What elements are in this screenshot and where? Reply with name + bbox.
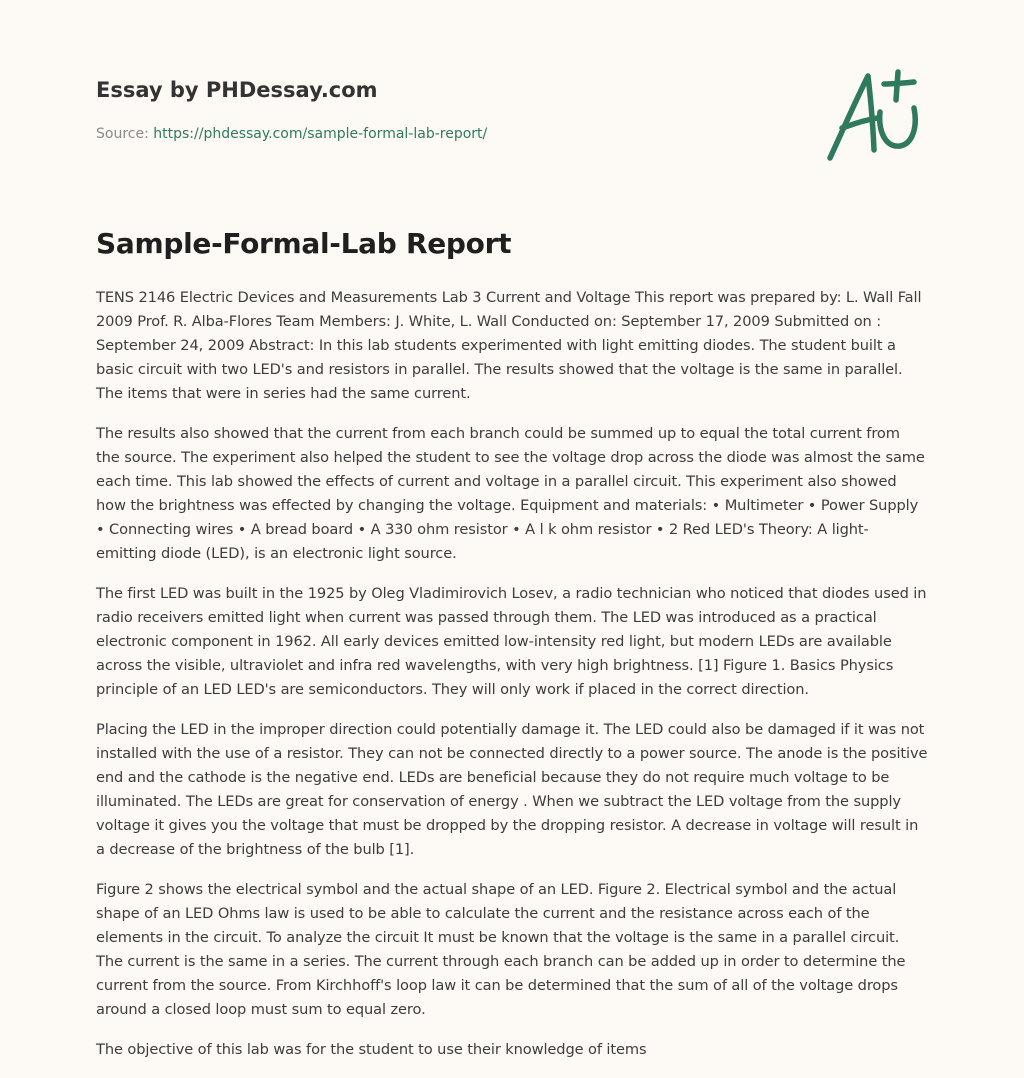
article-title: Sample-Formal-Lab Report xyxy=(96,227,512,260)
site-brand: Essay by PHDessay.com xyxy=(96,78,378,102)
paragraph: Figure 2 shows the electrical symbol and the actual shape of an LED. Figure 2. Electrical symbol and the actual shape of an LED Ohms law is used to be able to calculate the current and the resistance across each of the elements in the circuit. To analyze the circuit It must be known that the voltage is the same in a parallel circuit. The current is the same in a series. The current through each branch can be added up in order to determine the current from the source. From Kirchhoff's loop law it can be determined that the sum of all of the voltage drops around a closed loop must sum to equal zero. xyxy=(96,881,906,1018)
source-link[interactable]: https://phdessay.com/sample-formal-lab-report/ xyxy=(153,126,488,142)
paragraph: TENS 2146 Electric Devices and Measurements Lab 3 Current and Voltage This report was prepared by: L. Wall Fall 2009 Prof. R. Alba-Flores Team Members: J. White, L. Wall Conducted on: September 17, 2009 Submitted on : September 24, 2009 Abstract: In this lab students experimented with light emitting diodes. The student built a basic circuit with two LED's and resistors in parallel. The results showed that the voltage is the same in parallel. The items that were in series had the same current. xyxy=(96,289,922,402)
paragraph: The results also showed that the current from each branch could be summed up to equal the total current from the source. The experiment also helped the student to see the voltage drop across the diode was almost the same each time. This lab showed the effects of current and voltage in a parallel circuit. This experiment also showed how the brightness was effected by changing the voltage. Equipment and materials: • Multimeter • Power Supply • Connecting wires • A bread board • A 330 ohm resistor • A l k ohm resistor • 2 Red LED's Theory: A light-emitting diode (LED), is an electronic light source. xyxy=(96,425,925,562)
paragraph: Placing the LED in the improper direction could potentially damage it. The LED could also be damaged if it was not installed with the use of a resistor. They can not be connected directly to a power source. The anode is the positive end and the cathode is the negative end. LEDs are beneficial because they do not require much voltage to be illuminated. The LEDs are great for conservation of energy . When we subtract the LED voltage from the supply voltage it gives you the voltage that must be dropped by the dropping resistor. A decrease in voltage will result in a decrease of the brightness of the bulb [1]. xyxy=(96,721,928,858)
paragraph: The first LED was built in the 1925 by Oleg Vladimirovich Losev, a radio technician who noticed that diodes used in radio receivers emitted light when current was passed through them. The LED was introduced as a practical electronic component in 1962. All early devices emitted low-intensity red light, but modern LEDs are available across the visible, ultraviolet and infra red wavelengths, with very high brightness. [1] Figure 1. Basics Physics principle of an LED LED's are semiconductors. They will only work if placed in the correct direction. xyxy=(96,585,927,698)
article-body xyxy=(96,286,928,1078)
source-line xyxy=(96,124,487,144)
source-label: Source: xyxy=(96,126,154,142)
paragraph: The objective of this lab was for the student to use their knowledge of items xyxy=(96,1041,647,1058)
a-plus-grade-icon xyxy=(824,62,928,166)
